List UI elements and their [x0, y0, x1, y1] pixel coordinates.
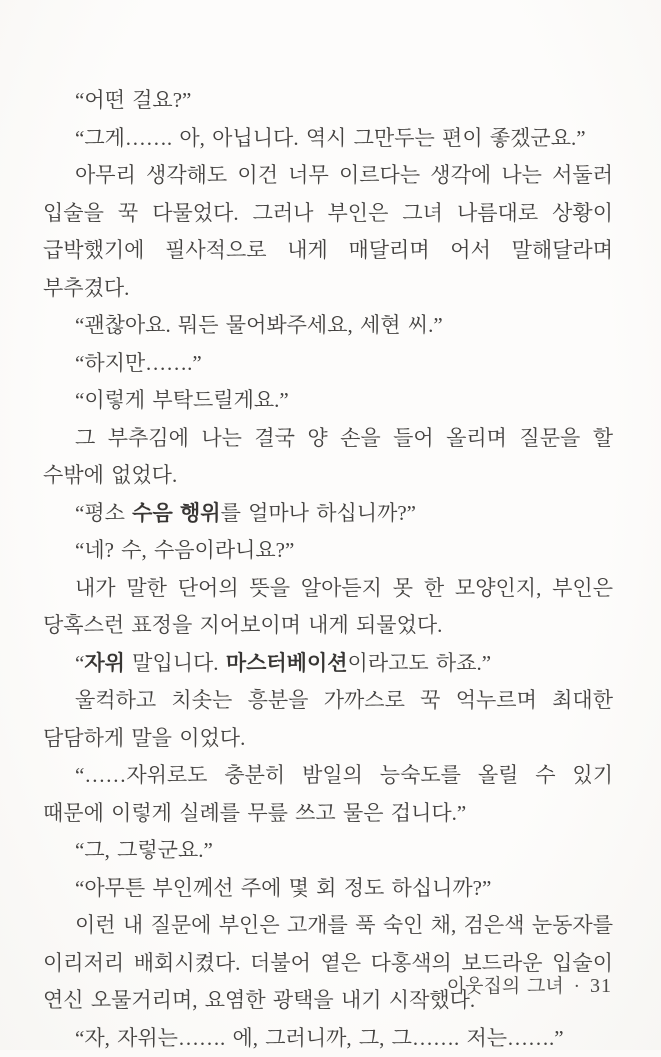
- paragraph-dialogue: [43, 382, 613, 420]
- text-block: [43, 82, 613, 1057]
- paragraph-dialogue: [43, 870, 613, 908]
- text-segment: 내가 말한 단어의 뜻을 알아듣지 못 한 모양인지, 부인은 당혹스런 표정을 지어보이며 내게 되물었다.: [43, 576, 613, 638]
- text-segment: “하지만…….”: [75, 351, 202, 375]
- text-segment: 이라고도 하죠.”: [348, 651, 492, 675]
- page-number: 31: [590, 975, 612, 998]
- paragraph-dialogue: [43, 307, 613, 345]
- paragraph-dialogue: [43, 1020, 613, 1057]
- text-segment: “……자위로도 충분히 밤일의 능숙도를 올릴 수 있기 때문에 이렇게 실례를 무릎 쓰고 물은 겁니다.”: [43, 763, 613, 825]
- paragraph-dialogue: [43, 645, 613, 683]
- text-segment: “아무튼 부인께선 주에 몇 회 정도 하십니까?”: [75, 876, 491, 900]
- text-segment: “네? 수, 수음이라니요?”: [75, 538, 294, 562]
- bold-term: 마스터베이션: [226, 651, 348, 675]
- text-segment: “평소: [75, 501, 132, 525]
- text-segment: “이렇게 부탁드릴게요.”: [75, 388, 289, 412]
- paragraph-dialogue: [43, 532, 613, 570]
- text-segment: “자, 자위는……. 에, 그러니까, 그, 그……. 저는…….”: [75, 1026, 564, 1050]
- text-segment: 를 얼마나 하십니까?”: [221, 501, 416, 525]
- text-segment: “: [75, 651, 84, 675]
- text-segment: 이런 내 질문에 부인은 고개를 푹 숙인 채, 검은색 눈동자를 이리저리 배회시켰다. 더불어 옅은 다홍색의 보드라운 입술이 연신 오물거리며, 요염한 광택을 내기 시작했다.: [43, 913, 613, 1012]
- text-segment: 그 부추김에 나는 결국 양 손을 들어 올리며 질문을 할 수밖에 없었다.: [43, 426, 613, 488]
- paragraph-dialogue: [43, 345, 613, 383]
- text-segment: 말입니다.: [125, 651, 226, 675]
- paragraph-dialogue: [43, 495, 613, 533]
- text-segment: “그게……. 아, 아닙니다. 역시 그만두는 편이 좋겠군요.”: [75, 126, 586, 150]
- paragraph-narration: [43, 907, 613, 1020]
- paragraph-dialogue: [43, 120, 613, 158]
- page-footer: [447, 971, 612, 998]
- paragraph-narration: [43, 420, 613, 495]
- text-segment: “어떤 걸요?”: [75, 88, 191, 112]
- paragraph-narration: [43, 682, 613, 757]
- paragraph-narration: [43, 570, 613, 645]
- bold-term: 자위: [84, 651, 125, 675]
- bold-term: 수음 행위: [132, 501, 220, 525]
- paragraph-dialogue: [43, 832, 613, 870]
- text-segment: 울컥하고 치솟는 흥분을 가까스로 꾹 억누르며 최대한 담담하게 말을 이었다.: [43, 688, 613, 750]
- text-segment: “괜찮아요. 뭐든 물어봐주세요, 세현 씨.”: [75, 313, 443, 337]
- paragraph-narration: [43, 157, 613, 307]
- footer-separator-dot: ·: [574, 976, 580, 998]
- text-segment: 아무리 생각해도 이건 너무 이르다는 생각에 나는 서둘러 입술을 꾹 다물었다. 그러나 부인은 그녀 나름대로 상황이 급박했기에 필사적으로 내게 매달리며 어서 말해달라며 부추겼다.: [43, 163, 613, 300]
- paragraph-dialogue: [43, 757, 613, 832]
- paragraph-dialogue: [43, 82, 613, 120]
- book-title: 이웃집의 그녀: [447, 971, 564, 998]
- text-segment: “그, 그렇군요.”: [75, 838, 213, 862]
